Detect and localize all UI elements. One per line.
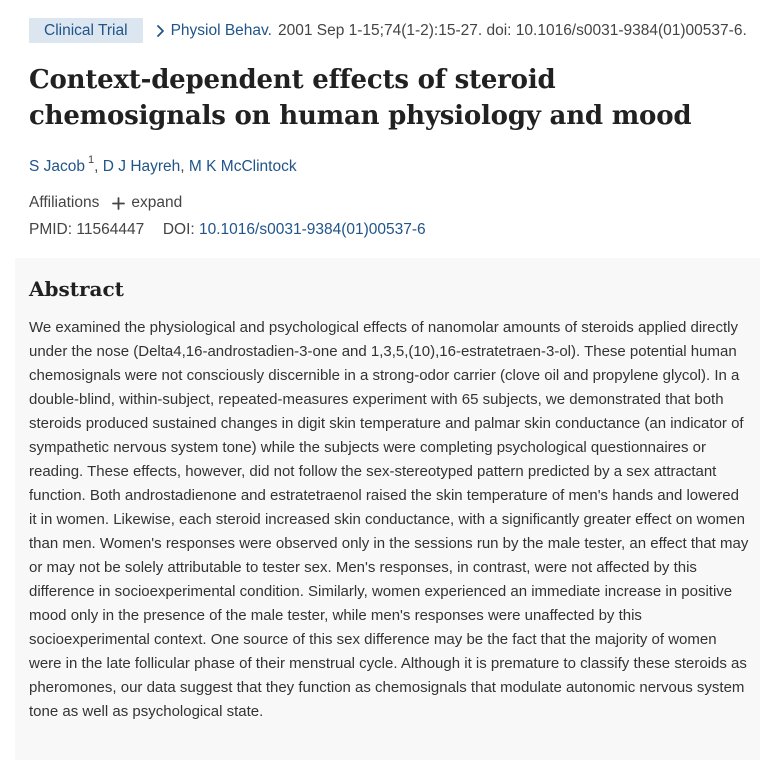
affiliations-label: Affiliations <box>29 194 100 211</box>
pmid-label: PMID: <box>29 221 73 238</box>
author-link[interactable]: S Jacob <box>29 158 86 176</box>
citation-text: 2001 Sep 1-15;74(1-2):15-27. doi: 10.1016/s0031-9384(01)00537-6. <box>277 21 747 39</box>
article-title: Context-dependent effects of steroid chemosignals on human physiology and mood <box>29 65 692 131</box>
expand-affiliations-button[interactable] <box>112 194 182 212</box>
citation-bar <box>29 18 747 43</box>
doi-link[interactable]: 10.1016/s0031-9384(01)00537-6 <box>199 221 426 238</box>
affiliation-ref[interactable]: 1 <box>88 154 95 166</box>
affiliations-row <box>29 194 182 212</box>
journal-link[interactable]: Physiol Behav. <box>170 21 272 39</box>
doi-label: DOI: <box>162 221 195 238</box>
author-separator: , <box>180 158 189 176</box>
plus-icon <box>112 197 125 210</box>
author-link[interactable]: D J Hayreh <box>102 158 181 176</box>
abstract-text: We examined the physiological and psychological effects of nanomolar amounts of steroids applied directly under the nose (Delta4,16-androstadien-3-one and 1,3,5,(10),16-estratetraen-3-ol). These potential human chemosignals were not consciously discernible in a strong-odor carrier (clove oil and propylene glycol). In a double-blind, within-subject, repeated-measures experiment with 65 subjects, we demonstrated that both steroids produced sustained changes in digit skin temperature and palmar skin conductance (an indicator of sympathetic nervous system tone) while the subjects were completing psychological questionnaires or reading. These effects, however, did not follow the sex-stereotyped pattern predicted by a sex attractant function. Both androstadienone and estratetraenol raised the skin temperature of men's hands and lowered it in women. Likewise, each steroid increased skin conductance, with a significantly greater effect on women than men. Women's responses were observed only in the sessions run by the male tester, an effect that may or may not be solely attributable to tester sex. Men's responses, in contrast, were not affected by this difference in socioexperimental condition. Similarly, women experienced an immediate increase in positive mood only in the presence of the male tester, while men's responses were unaffected by this socioexperimental context. One source of this sex difference may be the fact that the majority of women were in the late follicular phase of their menstrual cycle. Although it is premature to classify these steroids as pheromones, our data suggest that they function as chemosignals that modulate autonomic nervous system tone as well as psychological state. <box>29 319 749 720</box>
author-link[interactable]: M K McClintock <box>188 158 297 176</box>
abstract-heading: Abstract <box>29 277 124 301</box>
pmid-value: 11564447 <box>76 221 145 238</box>
author-list <box>29 156 297 176</box>
chevron-right-icon[interactable] <box>153 21 169 41</box>
publication-type-badge: Clinical Trial <box>29 18 143 43</box>
expand-label: expand <box>131 194 183 211</box>
identifiers-row <box>29 221 426 239</box>
author-separator: , <box>94 158 103 176</box>
